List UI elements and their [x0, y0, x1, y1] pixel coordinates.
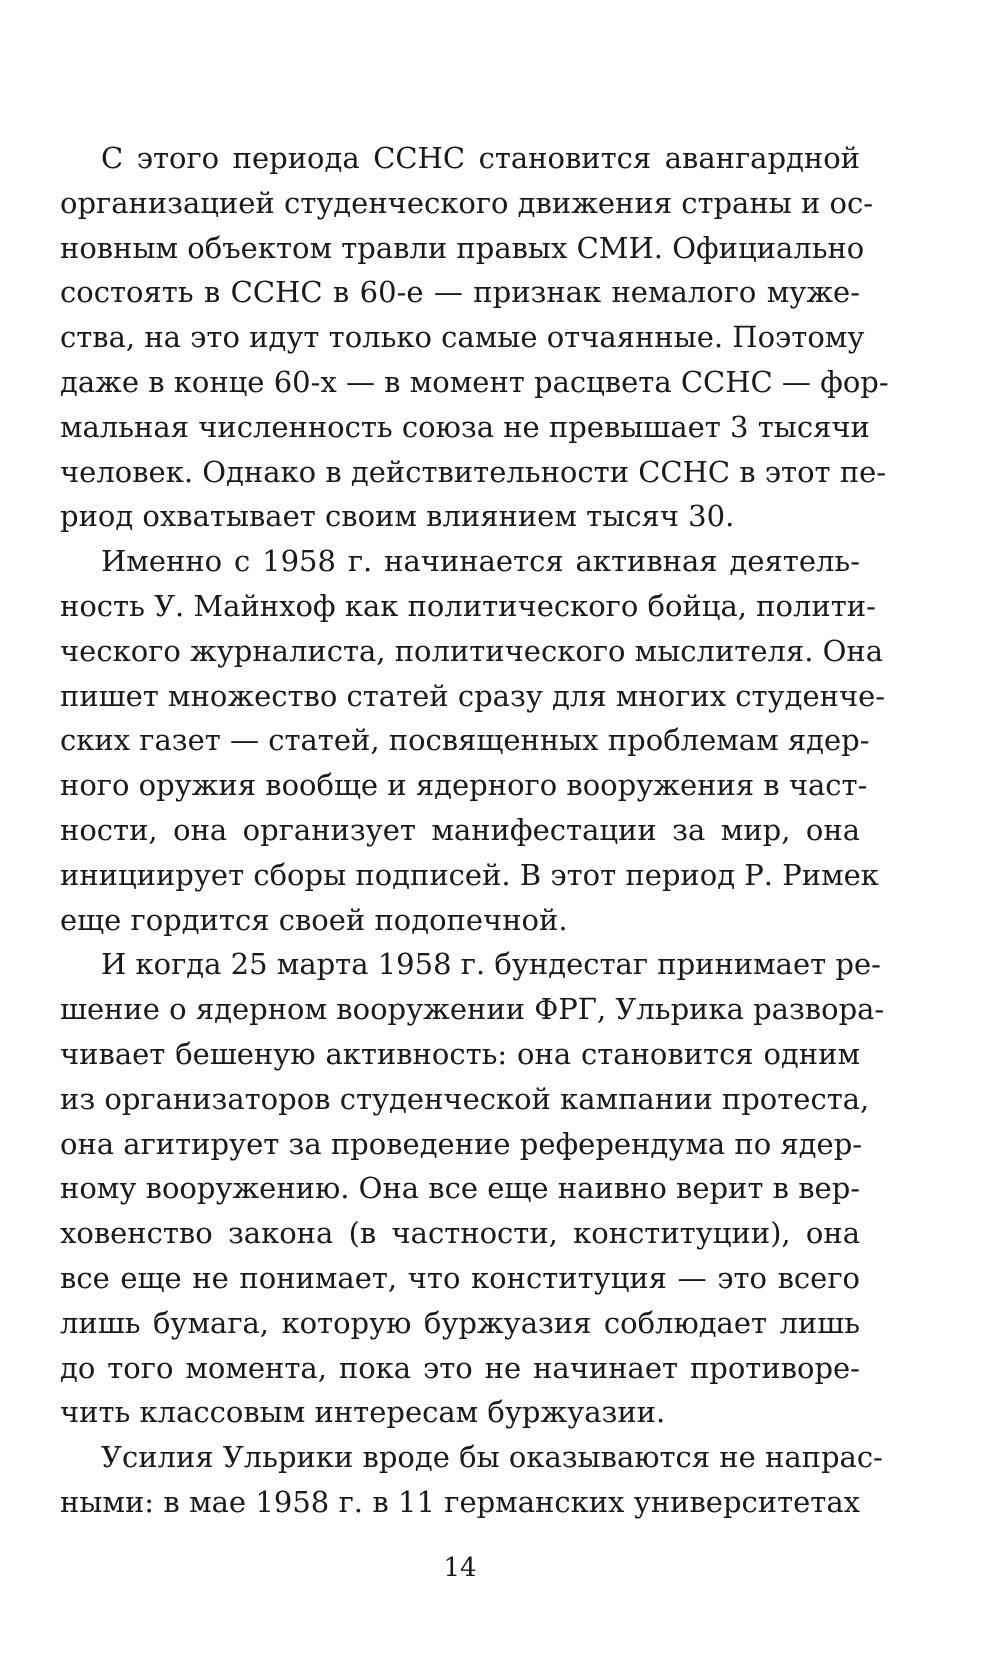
- text-line: новным объектом травли правых СМИ. Официально: [60, 230, 865, 265]
- text-line: ного оружия вообще и ядерного вооружения в част-: [60, 768, 868, 803]
- text-line: И когда 25 марта 1958 г. бундестаг принимает ре-: [101, 947, 881, 982]
- text-line: до того момента, пока это не начинает противоре-: [60, 1350, 860, 1385]
- text-line: организацией студенческого движения страны и ос-: [60, 185, 874, 220]
- text-line: мальная численность союза не превышает 3 тысячи: [60, 409, 870, 444]
- paragraph-3: [60, 942, 885, 1435]
- text-line: ческого журналиста, политического мыслителя. Она: [60, 633, 884, 668]
- text-line: человек. Однако в действительности ССНС в этот пе-: [60, 454, 887, 489]
- paragraph-4: [60, 1435, 883, 1525]
- text-line: еще гордится своей подопечной.: [60, 902, 568, 937]
- text-line: ности, она организует манифестации за мир, она: [60, 812, 860, 847]
- text-line: лишь бумага, которую буржуазия соблюдает лишь: [60, 1305, 860, 1340]
- text-line: инициирует сборы подписей. В этот период Р. Римек: [60, 857, 879, 892]
- text-line: ства, на это идут только самые отчаянные. Поэтому: [60, 320, 865, 355]
- text-line: ными: в мае 1958 г. в 11 германских университетах: [60, 1484, 860, 1519]
- text-line: ность У. Майнхоф как политического бойца, полити-: [60, 588, 876, 623]
- text-line: даже в конце 60-х — в момент расцвета ССНС — фор-: [60, 364, 889, 399]
- page-number: 14: [443, 1553, 477, 1583]
- text-line: все еще не понимает, что конституция — это всего: [60, 1260, 860, 1295]
- text-line: шение о ядерном вооружении ФРГ, Ульрика развора-: [60, 992, 885, 1027]
- text-line: она агитирует за проведение референдума по ядер-: [60, 1126, 863, 1161]
- text-line: ских газет — статей, посвященных проблемам ядер-: [60, 723, 870, 758]
- text-line: Усилия Ульрики вроде бы оказываются не напрас-: [101, 1440, 883, 1475]
- text-line: из организаторов студенческой кампании протеста,: [60, 1081, 870, 1116]
- text-line: риод охватывает своим влиянием тысяч 30.: [60, 499, 735, 534]
- paragraph-1: [60, 136, 889, 539]
- body-text: [60, 136, 889, 1525]
- text-line: ному вооружению. Она все еще наивно верит в вер-: [60, 1171, 861, 1206]
- text-line: чить классовым интересам буржуазии.: [60, 1395, 666, 1430]
- text-line: пишет множество статей сразу для многих студенче-: [60, 678, 886, 713]
- text-line: чивает бешеную активность: она становится одним: [60, 1036, 860, 1071]
- text-line: состоять в ССНС в 60-е — признак немалого муже-: [60, 275, 860, 310]
- text-line: С этого периода ССНС становится авангардной: [101, 141, 860, 175]
- text-line: ховенство закона (в частности, конституции), она: [60, 1216, 860, 1251]
- text-line: Именно с 1958 г. начинается активная деятель-: [101, 544, 860, 579]
- paragraph-2: [60, 539, 886, 942]
